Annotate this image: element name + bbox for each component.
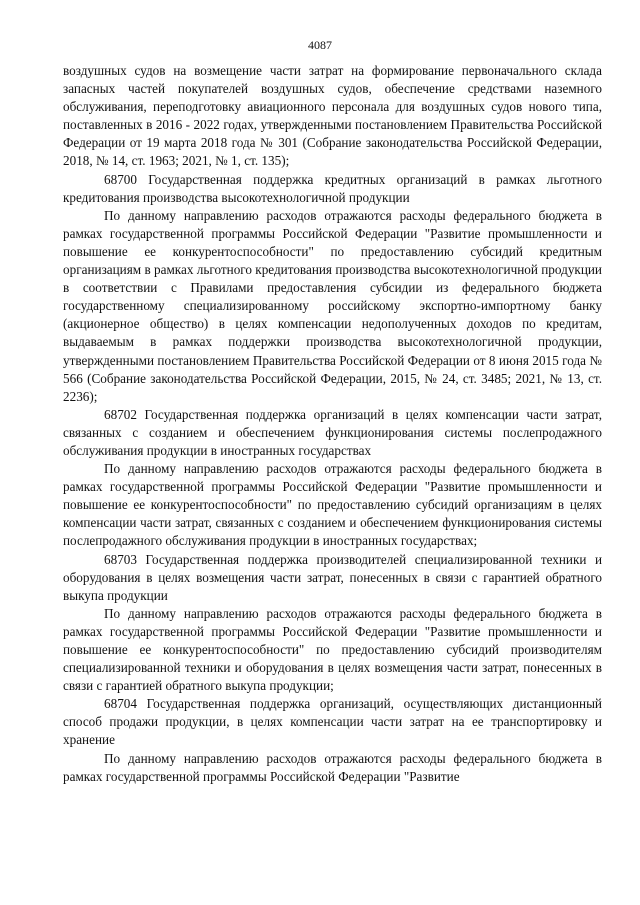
- paragraph: 68704 Государственная поддержка организаций, осуществляющих дистанционный способ продажи продукции, в целях компенсации части затрат на ее транспортировку и хранение: [63, 696, 602, 748]
- page-number: 4087: [308, 38, 332, 52]
- paragraph: По данному направлению расходов отражаются расходы федерального бюджета в рамках государственной программы Российской Федерации "Развитие: [63, 750, 602, 784]
- paragraph: По данному направлению расходов отражаются расходы федерального бюджета в рамках государственной программы Российской Федерации "Развитие промышленности и повышение ее конкурентоспособности" по предоставлению субсидий организациям в целях компенсации части затрат, связанных с созданием и обеспечением функционирования системы послепродажного обслуживания продукции в иностранных государствах;: [63, 461, 602, 549]
- paragraph: воздушных судов на возмещение части затрат на формирование первоначального склада запасных частей покупателей воздушных судов, обеспечение средствами наземного обслуживания, переподготовку авиационного персонала для воздушных судов нового типа, поставленных в 2016 - 2022 годах, утвержденными постановлением Правительства Российской Федерации от 19 марта 2018 года № 301 (Собрание законодательства Российской Федерации, 2018, № 14, ст. 1963; 2021, № 1, ст. 135);: [63, 63, 602, 169]
- paragraph: 68700 Государственная поддержка кредитных организаций в рамках льготного кредитования производства высокотехнологичной продукции: [63, 171, 602, 205]
- paragraph: 68703 Государственная поддержка производителей специализированной техники и оборудования в целях возмещения части затрат, понесенных в связи с гарантией обратного выкупа продукции: [63, 551, 602, 603]
- paragraph: По данному направлению расходов отражаются расходы федерального бюджета в рамках государственной программы Российской Федерации "Развитие промышленности и повышение ее конкурентоспособности" по предоставлению субсидий кредитным организациям в рамках льготного кредитования производства высокотехнологичной продукции в соответствии с Правилами предоставления субсидии из федерального бюджета государственному специализированному российскому экспортно-импортному банку (акционерное общество) в целях компенсации недополученных доходов по кредитам, выдаваемым в рамках поддержки производства высокотехнологичной продукции, утвержденными постановлением Правительства Российской Федерации от 8 июня 2015 года № 566 (Собрание законодательства Российской Федерации, 2015, № 24, ст. 3485; 2021, № 13, ст. 2236);: [63, 207, 602, 404]
- paragraph: По данному направлению расходов отражаются расходы федерального бюджета в рамках государственной программы Российской Федерации "Развитие промышленности и повышение ее конкурентоспособности" по предоставлению субсидий производителям специализированной техники и оборудования в целях возмещения части затрат, понесенных в связи с гарантией обратного выкупа продукции;: [63, 605, 602, 694]
- paragraph: 68702 Государственная поддержка организаций в целях компенсации части затрат, связанных с созданием и обеспечением функционирования системы послепродажного обслуживания продукции в иностранных государствах: [63, 406, 602, 458]
- document-body: [63, 62, 602, 786]
